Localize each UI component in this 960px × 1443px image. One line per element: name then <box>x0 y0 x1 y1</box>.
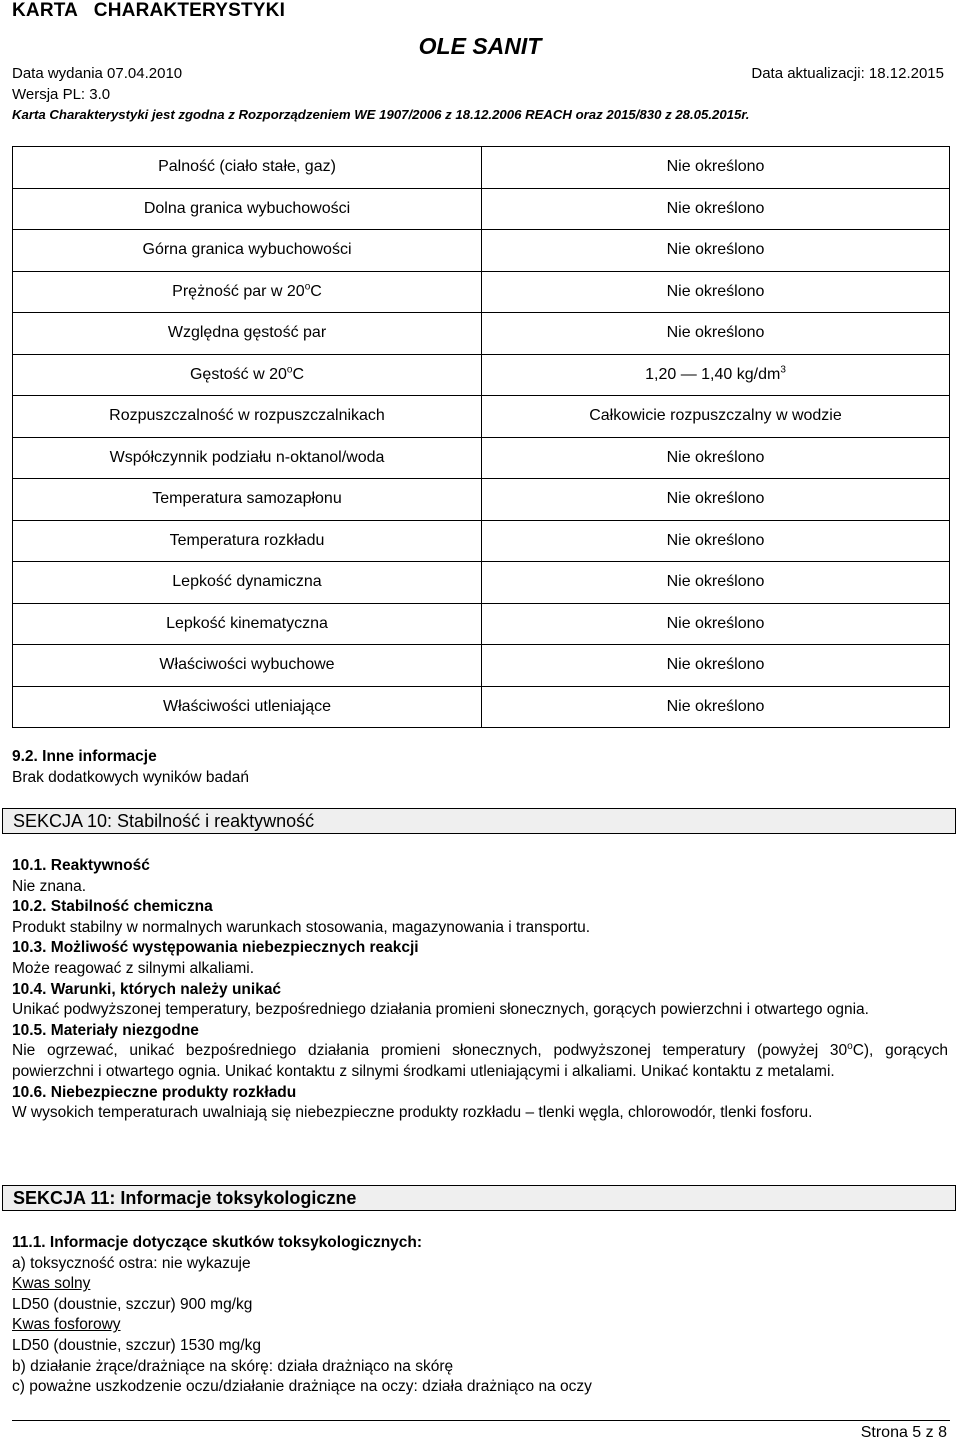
subsection-text: Brak dodatkowych wyników badań <box>12 768 249 786</box>
property-value: Nie określono <box>482 562 950 604</box>
property-value: Nie określono <box>482 147 950 189</box>
product-name: OLE SANIT <box>418 33 542 59</box>
property-value: Całkowicie rozpuszczalny w wodzie <box>482 396 950 438</box>
table-row <box>13 520 950 562</box>
page-number: Strona 5 z 8 <box>860 1424 947 1441</box>
table-row <box>13 188 950 230</box>
property-name-unit: C <box>310 282 322 300</box>
subsection-heading: 10.6. Niebezpieczne produkty rozkładu <box>12 1083 297 1101</box>
ld50-value: LD50 (doustnie, szczur) 900 mg/kg <box>12 1295 253 1313</box>
property-name: Właściwości utleniające <box>13 686 482 728</box>
property-name: Lepkość kinematyczna <box>13 603 482 645</box>
section-9-2 <box>12 747 948 788</box>
subsection-text: Unikać podwyższonej temperatury, bezpośredniego działania promieni słonecznych, gorących powierzchni i otwartego ognia. <box>12 1001 869 1019</box>
property-name: Górna granica wybuchowości <box>13 230 482 272</box>
section-10-bar <box>2 808 956 834</box>
property-name <box>13 354 482 396</box>
property-value: Nie określono <box>482 230 950 272</box>
substance-name: Kwas fosforowy <box>12 1316 121 1334</box>
property-value: Nie określono <box>482 188 950 230</box>
subsection-text: Może reagować z silnymi alkaliami. <box>12 959 255 977</box>
property-name: Temperatura samozapłonu <box>13 479 482 521</box>
ld50-value: LD50 (doustnie, szczur) 1530 mg/kg <box>12 1336 261 1354</box>
property-name-text: Gęstość w 20 <box>189 365 287 383</box>
version: Wersja PL: 3.0 <box>12 86 111 103</box>
text-part: C), gorących powierzchni i otwartego ognia. Unikać kontaktu z silnymi środkami utleniającymi i alkaliami. Unikać kontaktu z metalami. <box>12 1042 948 1080</box>
subsection-heading: 10.5. Materiały niezgodne <box>12 1021 199 1039</box>
table-row <box>13 603 950 645</box>
table-row <box>13 479 950 521</box>
section-11-content <box>12 1233 948 1398</box>
property-name: Współczynnik podziału n-oktanol/woda <box>13 437 482 479</box>
property-name: Rozpuszczalność w rozpuszczalnikach <box>13 396 482 438</box>
table-row <box>13 230 950 272</box>
property-name: Właściwości wybuchowe <box>13 645 482 687</box>
table-row <box>13 147 950 189</box>
subsection-text: b) działanie żrące/drażniące na skórę: działa drażniąco na skórę <box>12 1357 454 1375</box>
property-name-text: Prężność par w 20 <box>172 282 305 300</box>
property-name: Lepkość dynamiczna <box>13 562 482 604</box>
document-title: KARTA CHARAKTERYSTYKI <box>12 0 286 21</box>
property-value <box>482 354 950 396</box>
substance-name: Kwas solny <box>12 1275 91 1293</box>
subsection-heading: 10.3. Możliwość występowania niebezpiecznych reakcji <box>12 939 419 957</box>
text-part: Nie ogrzewać, unikać bezpośredniego działania promieni słonecznych, podwyższonej temperatury (powyżej 30 <box>12 1042 848 1060</box>
cubic-sup: 3 <box>780 364 786 376</box>
update-date: Data aktualizacji: 18.12.2015 <box>751 65 944 82</box>
degree-sup: o <box>304 281 311 293</box>
subsection-text: a) toksyczność ostra: nie wykazuje <box>12 1254 251 1272</box>
subsection-text <box>12 1041 948 1082</box>
section-title: SEKCJA 11: Informacje toksykologiczne <box>13 1188 357 1208</box>
property-value: Nie określono <box>482 603 950 645</box>
table-row <box>13 354 950 396</box>
property-name: Temperatura rozkładu <box>13 520 482 562</box>
table-row <box>13 396 950 438</box>
subsection-heading: 10.2. Stabilność chemiczna <box>12 898 213 916</box>
compliance-note: Karta Charakterystyki jest zgodna z Rozporządzeniem WE 1907/2006 z 18.12.2006 REACH oraz 2015/830 z 28.05.2015r. <box>12 107 750 122</box>
section-title: SEKCJA 10: Stabilność i reaktywność <box>13 811 315 831</box>
subsection-heading: 10.1. Reaktywność <box>12 857 150 874</box>
footer-divider <box>12 1420 950 1421</box>
property-value: Nie określono <box>482 520 950 562</box>
density-value: 1,20 — 1,40 kg/dm <box>645 365 781 383</box>
property-name: Palność (ciało stałe, gaz) <box>13 147 482 189</box>
property-value: Nie określono <box>482 645 950 687</box>
subsection-text: Produkt stabilny w normalnych warunkach stosowania, magazynowania i transportu. <box>12 918 591 936</box>
property-value: Nie określono <box>482 686 950 728</box>
table-row <box>13 313 950 355</box>
subsection-text: Nie znana. <box>12 877 87 895</box>
section-10-content <box>12 856 948 1124</box>
property-name-unit: C <box>292 365 305 383</box>
table-row <box>13 645 950 687</box>
subsection-heading: 9.2. Inne informacje <box>12 748 157 765</box>
physical-properties-table <box>12 146 950 728</box>
degree-sup: o <box>286 364 293 376</box>
property-name: Dolna granica wybuchowości <box>13 188 482 230</box>
table-row <box>13 686 950 728</box>
property-name <box>13 271 482 313</box>
property-name: Względna gęstość par <box>13 313 482 355</box>
subsection-text: W wysokich temperaturach uwalniają się niebezpieczne produkty rozkładu – tlenki węgla, chlorowodór, tlenki fosforu. <box>12 1104 813 1122</box>
property-value: Nie określono <box>482 479 950 521</box>
degree-sup: o <box>847 1041 853 1053</box>
section-11-bar <box>2 1185 956 1211</box>
table-row <box>13 562 950 604</box>
table-row <box>13 271 950 313</box>
subsection-text: c) poważne uszkodzenie oczu/działanie drażniące na oczy: działa drażniąco na oczy <box>12 1378 592 1396</box>
property-value: Nie określono <box>482 437 950 479</box>
table-row <box>13 437 950 479</box>
subsection-heading: 10.4. Warunki, których należy unikać <box>12 980 282 998</box>
issue-date: Data wydania 07.04.2010 <box>12 65 183 82</box>
subsection-heading: 11.1. Informacje dotyczące skutków toksykologicznych: <box>12 1234 423 1251</box>
property-value: Nie określono <box>482 271 950 313</box>
property-value: Nie określono <box>482 313 950 355</box>
